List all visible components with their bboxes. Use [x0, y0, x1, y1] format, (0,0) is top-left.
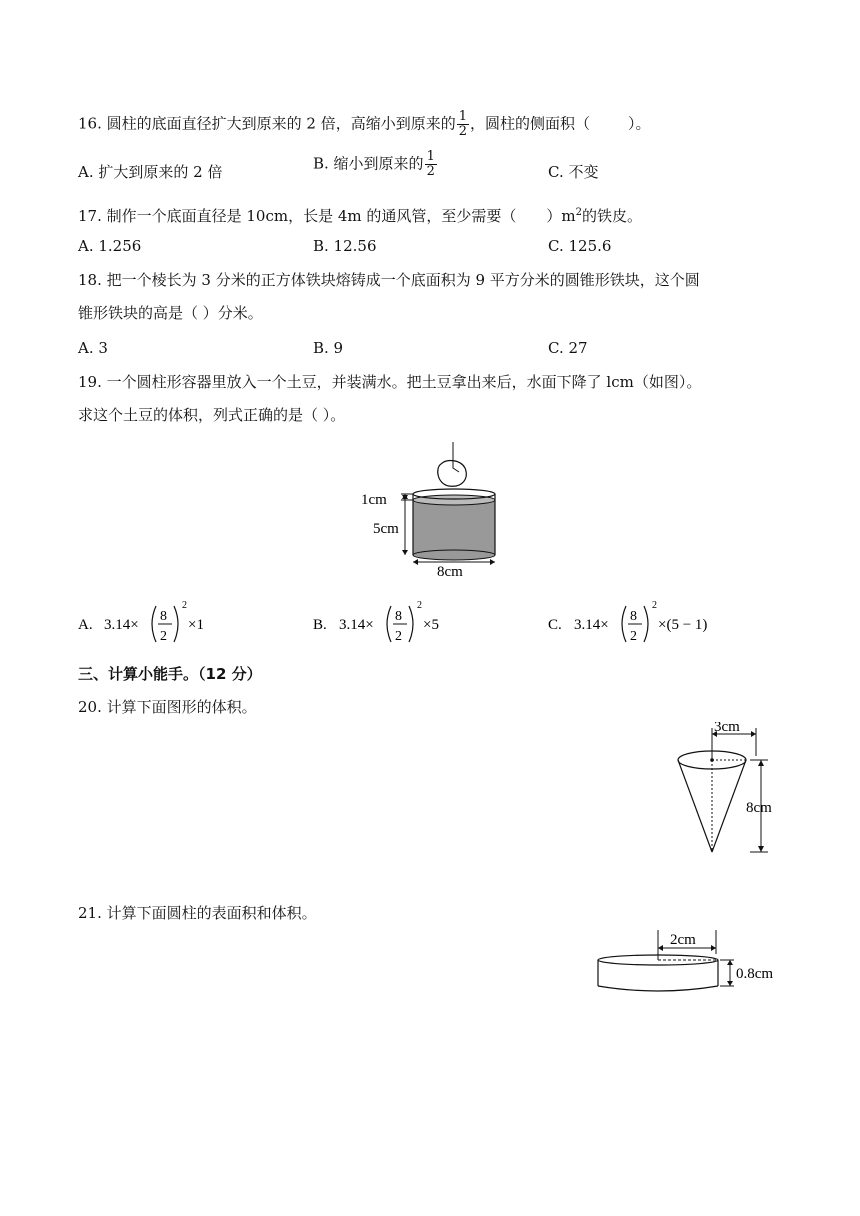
- cone-height-label: 8cm: [746, 800, 772, 816]
- potato-icon: [438, 461, 466, 487]
- q16-fraction: $\frac{1}{2}$: [458, 109, 467, 139]
- q17-stem: 17. 制作一个底面直径是 10cm，长是 4m 的通风管，至少需要（ ）$m^2$的铁皮。: [78, 207, 643, 225]
- q19-option-a: [78, 598, 278, 650]
- q21-stem: 21. 计算下面圆柱的表面积和体积。: [78, 904, 317, 922]
- q16-stem-text: 16. 圆柱的底面直径扩大到原来的 2 倍，高缩小到原来的: [78, 114, 456, 133]
- q21-cylinder-figure: [594, 924, 794, 996]
- q19-option-b: [313, 598, 513, 650]
- svg-text:×1: ×1: [188, 617, 204, 633]
- svg-text:8: 8: [160, 609, 167, 624]
- svg-text:8: 8: [395, 609, 402, 624]
- q17-option-c: C. 125.6: [548, 237, 612, 255]
- label-5cm: 5cm: [373, 521, 399, 537]
- q16-stem: [78, 110, 651, 139]
- label-1cm: 1cm: [361, 492, 387, 508]
- svg-text:2: 2: [417, 600, 422, 611]
- cone-radius-label: 3cm: [714, 722, 740, 735]
- cylinder-height-label: 0.8cm: [736, 966, 774, 982]
- cylinder-radius-label: 2cm: [670, 932, 696, 948]
- q16-option-b-fraction: $\frac{1}{2}$: [426, 149, 435, 179]
- svg-text:2: 2: [182, 600, 187, 611]
- q20-cone-figure: [668, 722, 798, 860]
- svg-text:2: 2: [160, 629, 167, 644]
- svg-text:3.14×: 3.14×: [104, 617, 139, 633]
- svg-text:2: 2: [652, 600, 657, 611]
- q18-option-c: C. 27: [548, 339, 588, 357]
- svg-text:3.14×: 3.14×: [339, 617, 374, 633]
- svg-text:A.: A.: [78, 617, 93, 633]
- q19-stem-line1: 19. 一个圆柱形容器里放入一个土豆，并装满水。把土豆拿出来后，水面下降了 lcm（如图）。: [78, 373, 702, 391]
- svg-text:×(5 − 1): ×(5 − 1): [658, 617, 708, 633]
- q20-stem: 20. 计算下面图形的体积。: [78, 698, 257, 716]
- q17-option-a: A. 1.256: [78, 237, 142, 255]
- q19-stem-line2: 求这个土豆的体积，列式正确的是（ ）。: [78, 406, 346, 424]
- q19-option-c: [548, 598, 788, 650]
- svg-text:×5: ×5: [423, 617, 439, 633]
- svg-text:B.: B.: [313, 617, 327, 633]
- q16-option-b: B. 缩小到原来的 $\frac{1}{2}$: [313, 149, 435, 179]
- q17-option-b: B. 12.56: [313, 237, 377, 255]
- label-8cm: 8cm: [437, 564, 463, 578]
- svg-text:8: 8: [630, 609, 637, 624]
- q19-cylinder-figure: [355, 438, 515, 578]
- q18-option-a: A. 3: [78, 339, 108, 357]
- q16-stem-text-3: ）。: [628, 114, 651, 133]
- svg-text:3.14×: 3.14×: [574, 617, 609, 633]
- q18-option-b: B. 9: [313, 339, 344, 357]
- svg-text:2: 2: [395, 629, 402, 644]
- svg-text:C.: C.: [548, 617, 562, 633]
- section-heading: 三、计算小能手。（12 分）: [78, 665, 262, 683]
- q16-stem-text-2: ，圆柱的侧面积（: [470, 114, 591, 133]
- q18-stem-line2: 锥形铁块的高是（ ）分米。: [78, 304, 263, 322]
- svg-text:2: 2: [630, 629, 637, 644]
- q18-stem-line1: 18. 把一个棱长为 3 分米的正方体铁块熔铸成一个底面积为 9 平方分米的圆锥形铁块，这个圆: [78, 271, 700, 289]
- q16-option-a: A. 扩大到原来的 2 倍: [78, 163, 223, 181]
- q16-option-c: C. 不变: [548, 163, 599, 181]
